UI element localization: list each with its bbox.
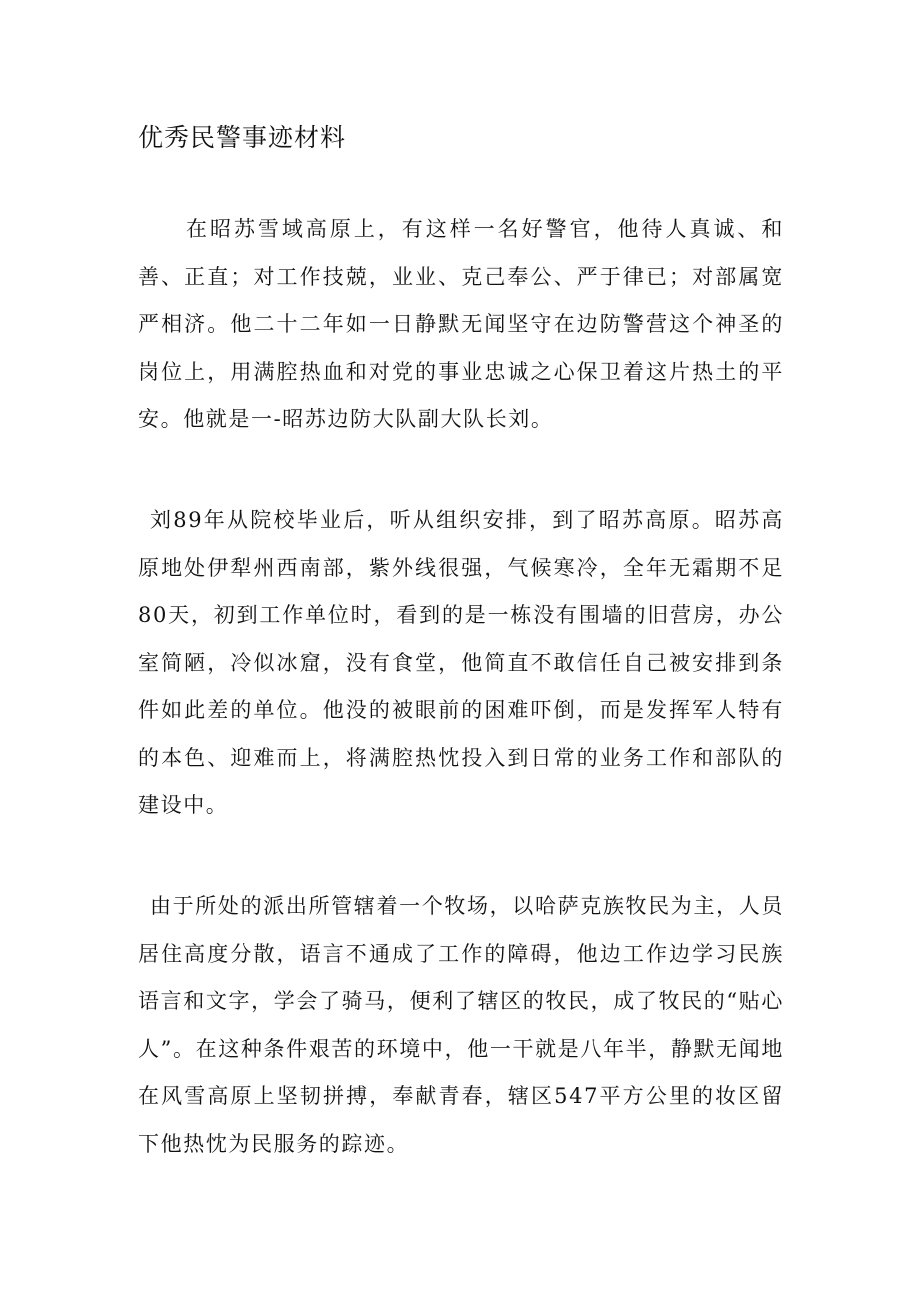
- paragraph-2: 刘89年从院校毕业后，听从组织安排，到了昭苏高原。昭苏高原地处伊犁州西南部，紫外线很强，气候寒冷，全年无霜期不足80天，初到工作单位时，看到的是一栋没有围墙的旧营房，办公室简陋，冷似冰窟，没有食堂，他简直不敢信任自己被安排到条件如此差的单位。他没的被眼前的困难吓倒，而是发挥军人特有的本色、迎难而上，将满腔热忱投入到日常的业务工作和部队的建设中。: [138, 508, 784, 817]
- paragraph-3: 由于所处的派出所管辖着一个牧场，以哈萨克族牧民为主，人员居住高度分散，语言不通成了工作的障碍，他边工作边学习民族语言和文字，学会了骑马，便利了辖区的牧民，成了牧民的“贴心人”。在这种条件艰苦的环境中，他一干就是八年半，静默无闻地在风雪高原上坚韧拼搏，奉献青春，辖区547平方公里的妆区留下他热忱为民服务的踪迹。: [138, 894, 784, 1156]
- paragraph-1: 在昭苏雪域高原上，有这样一名好警官，他待人真诚、和善、正直；对工作技兢，业业、克己奉公、严于律已；对部属宽严相济。他二十二年如一日静默无闻坚守在边防警营这个神圣的岗位上，用满腔热血和对党的事业忠诚之心保卫着这片热土的平安。他就是一-昭苏边防大队副大队长刘。: [138, 217, 784, 431]
- document-title: 优秀民警事迹材料: [138, 123, 347, 152]
